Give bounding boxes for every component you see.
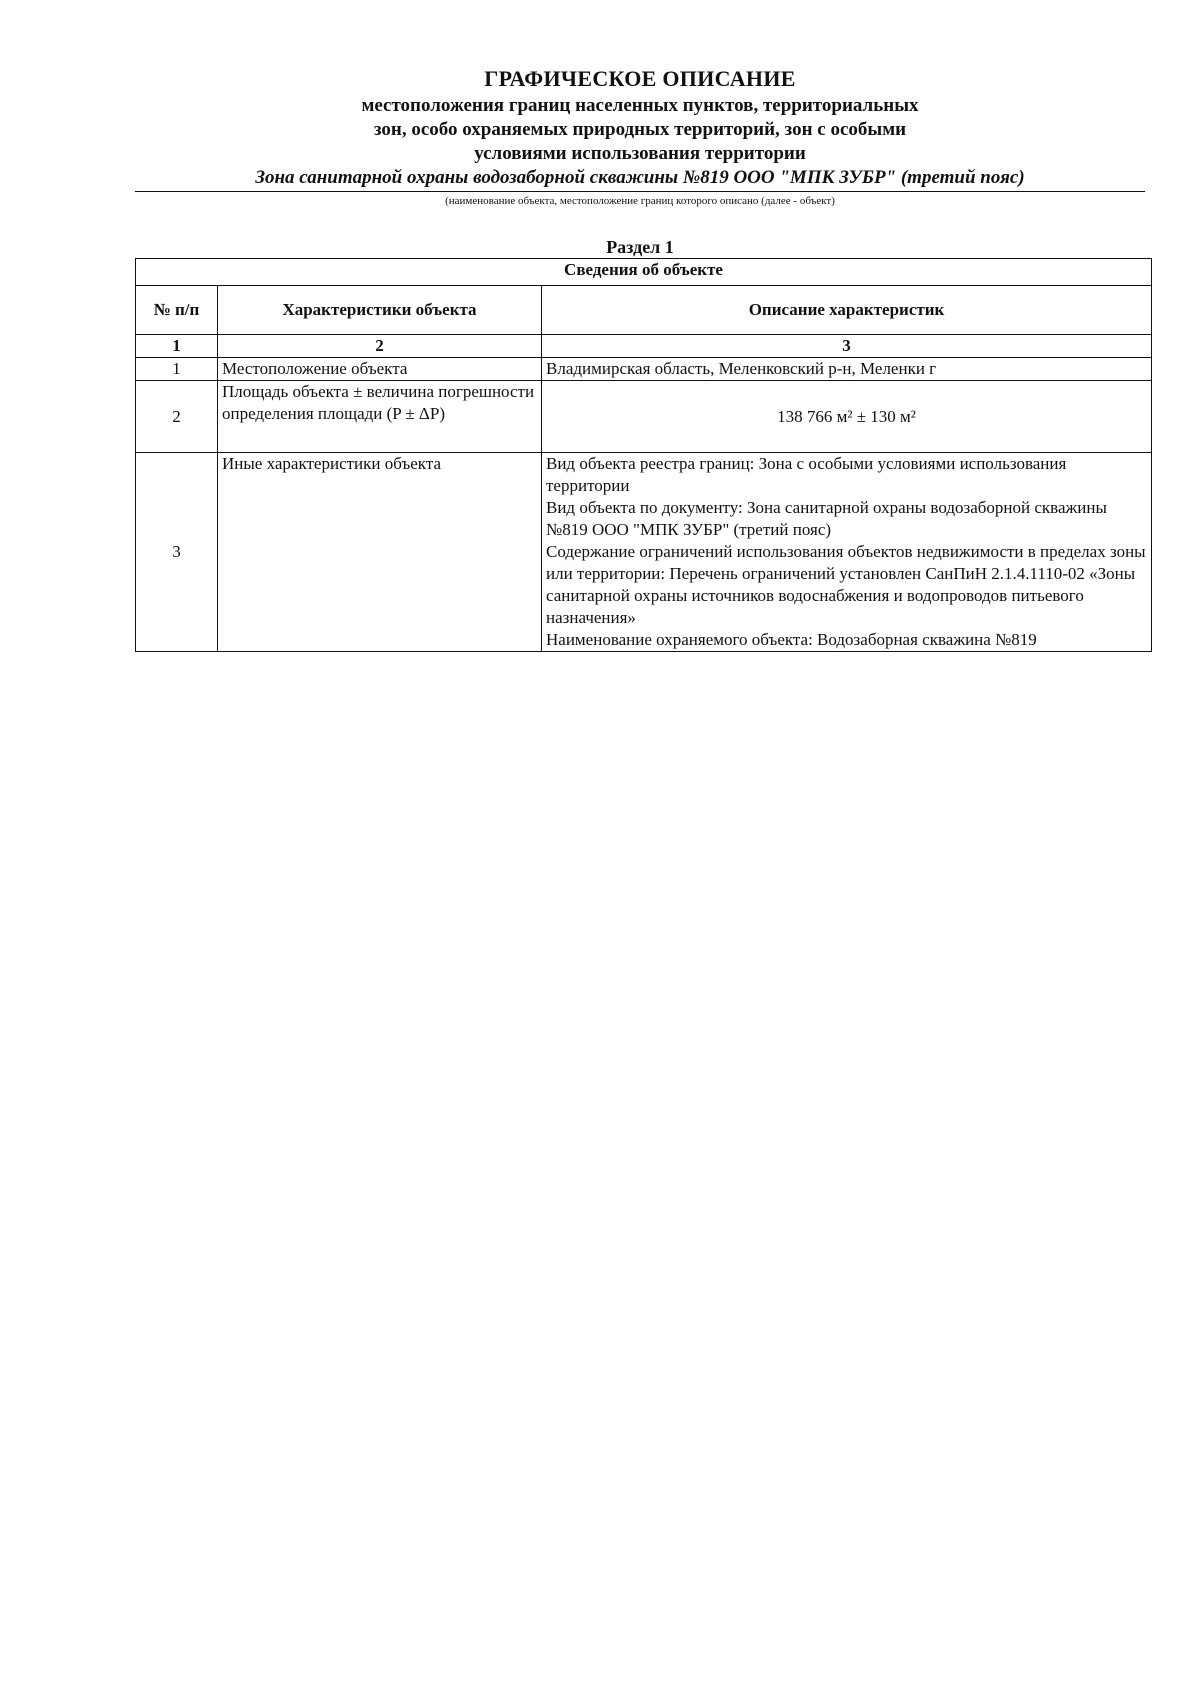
object-name: Зона санитарной охраны водозаборной скважины №819 ООО "МПК ЗУБР" (третий пояс) <box>135 166 1145 192</box>
column-number: 2 <box>218 335 542 358</box>
row-num: 1 <box>136 358 218 381</box>
header-num: № п/п <box>136 286 218 335</box>
column-number: 3 <box>542 335 1152 358</box>
document-header <box>135 64 1145 208</box>
description-line: Наименование охраняемого объекта: Водозаборная скважина №819 <box>546 630 1037 649</box>
description-line: 138 766 м² ± 130 м² <box>777 406 916 426</box>
row-characteristic: Иные характеристики объекта <box>218 453 542 652</box>
row-characteristic: Площадь объекта ± величина погрешности определения площади (P ± ΔP) <box>218 381 542 453</box>
document-subtitle-line-3: условиями использования территории <box>474 143 806 164</box>
row-description <box>542 358 1152 381</box>
document-subtitle-line-2: зон, особо охраняемых природных территорий, зон с особыми <box>373 119 907 140</box>
row-characteristic: Местоположение объекта <box>218 358 542 381</box>
description-line: Вид объекта реестра границ: Зона с особыми условиями использования территории <box>546 454 1067 495</box>
column-number-row <box>136 335 1152 358</box>
header-characteristic: Характеристики объекта <box>218 286 542 335</box>
row-description <box>542 453 1152 652</box>
description-line: Вид объекта по документу: Зона санитарной охраны водозаборной скважины №819 ООО "МПК ЗУБР" (третий пояс) <box>546 498 1107 539</box>
table-row <box>136 358 1152 381</box>
document-subtitle-line-1: местоположения границ населенных пунктов, территориальных <box>361 95 919 116</box>
row-description <box>542 381 1152 453</box>
description-line: Владимирская область, Меленковский р-н, Меленки г <box>546 359 937 378</box>
header-description: Описание характеристик <box>542 286 1152 335</box>
description-line: Содержание ограничений использования объектов недвижимости в пределах зоны или территории: Перечень ограничений установлен СанПиН 2.1.4.1110-02 «Зоны санитарной охраны источников водоснабжения и водопроводов питьевого назначения» <box>546 542 1146 627</box>
table-caption: Сведения об объекте <box>136 259 1152 286</box>
table-row <box>136 453 1152 652</box>
row-num: 2 <box>136 381 218 453</box>
table-row <box>136 381 1152 453</box>
column-number: 1 <box>136 335 218 358</box>
document-title: ГРАФИЧЕСКОЕ ОПИСАНИЕ <box>484 66 796 91</box>
object-info-table <box>135 258 1152 652</box>
row-num: 3 <box>136 453 218 652</box>
section-title: Раздел 1 <box>606 237 674 257</box>
object-name-note: (наименование объекта, местоположение границ которого описано (далее - объект) <box>445 195 835 207</box>
